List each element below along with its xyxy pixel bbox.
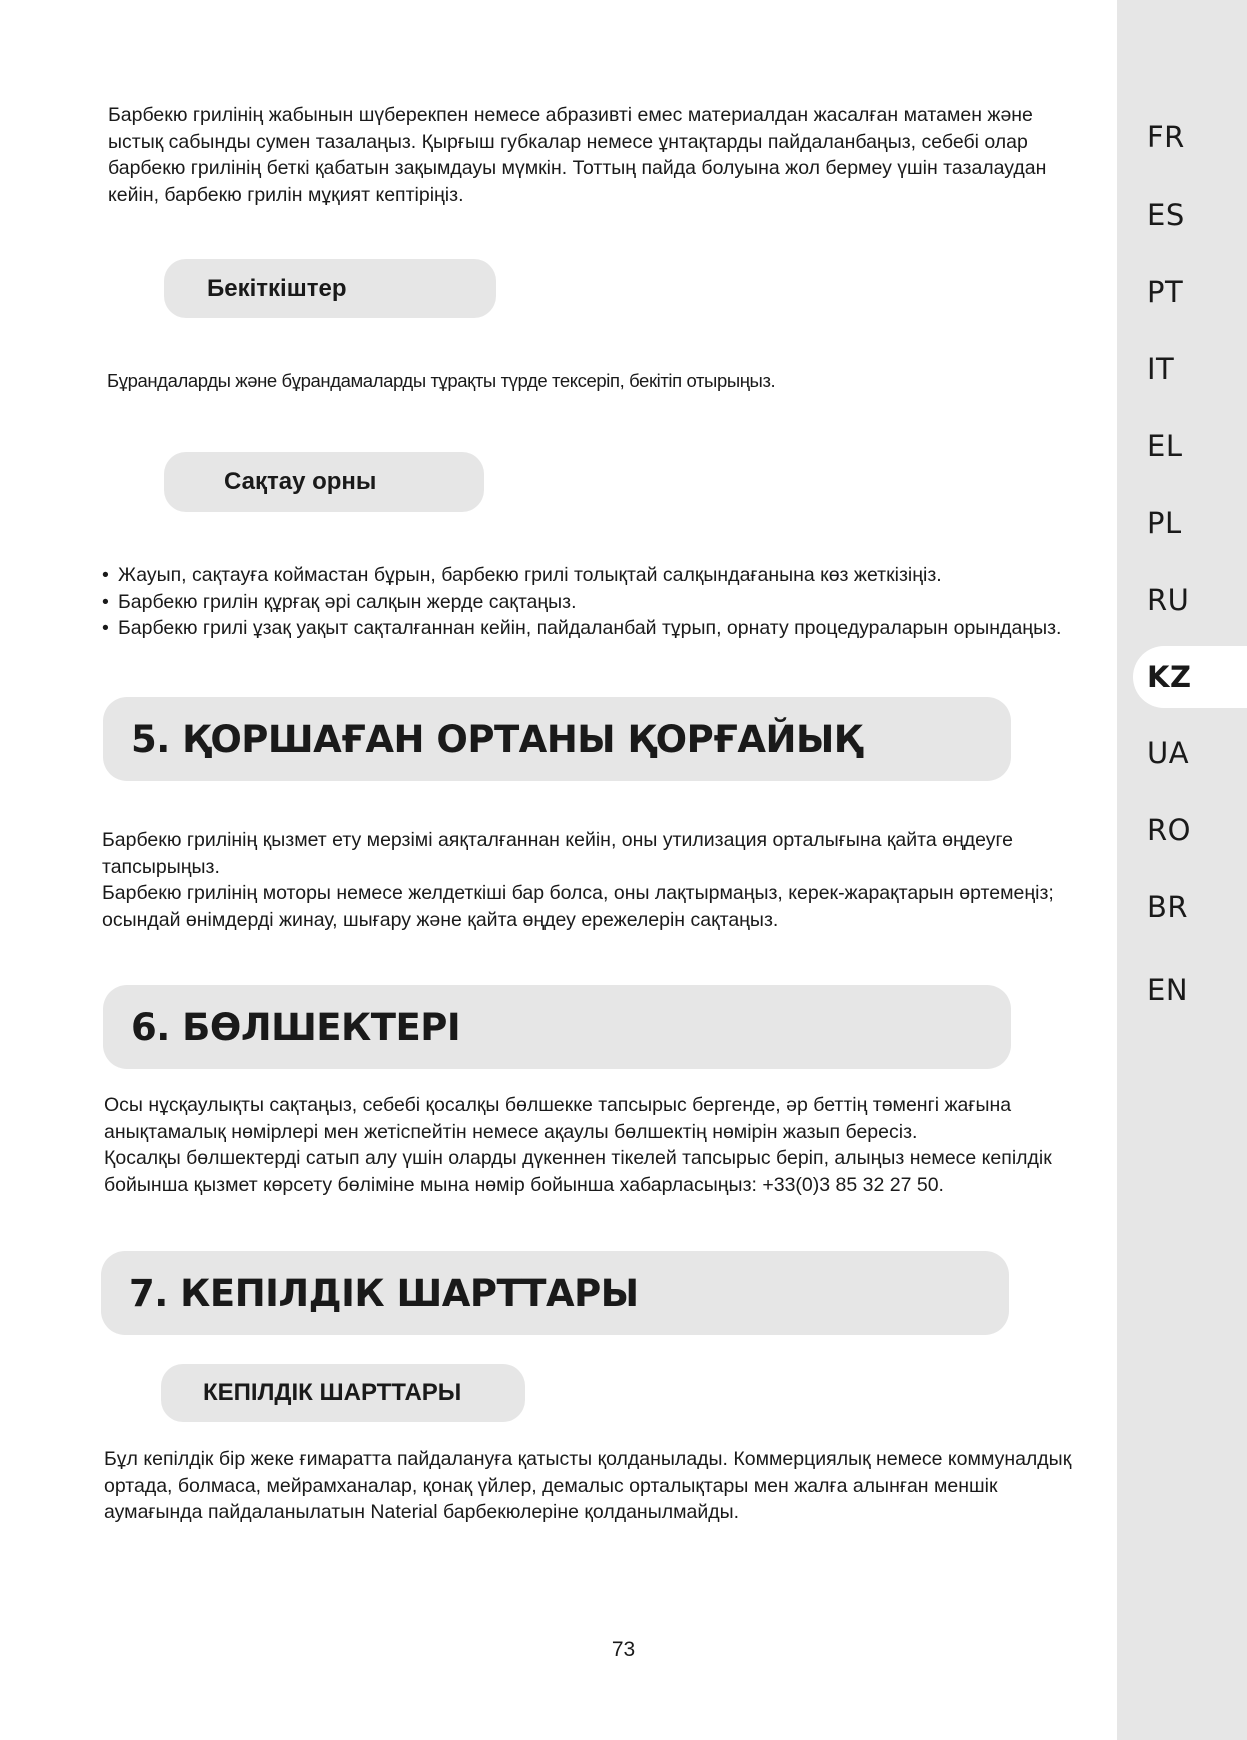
storage-list — [102, 562, 1092, 642]
lang-tab-br[interactable]: BR — [1147, 890, 1189, 924]
lang-tab-pl[interactable]: PL — [1147, 506, 1182, 540]
lang-tab-ua[interactable]: UA — [1147, 736, 1190, 770]
lang-tab-ru[interactable]: RU — [1147, 583, 1190, 617]
fasteners-text: Бұрандаларды және бұрандамаларды тұрақты түрде тексеріп, бекітіп отырыңыз. — [107, 370, 776, 391]
section-6-paragraph-1: Осы нұсқаулықты сақтаңыз, себебі қосалқы бөлшекке тапсырыс бергенде, әр беттің төменгі жағына анықтамалық нөмірлері мен жетіспейтін немесе ақаулы бөлшектің нөмірін жазып бересіз. — [104, 1094, 1012, 1143]
lang-tab-es[interactable]: ES — [1147, 198, 1185, 232]
lang-tab-en[interactable]: EN — [1147, 973, 1189, 1007]
warranty-text: Бұл кепілдік бір жеке ғимаратта пайдалануға қатысты қолданылады. Коммерциялық немесе коммуналдық ортада, болмаса, мейрамханалар, қонақ үйлер, демалыс орталықтары мен жалға алынған меншік аумағында пайдаланылатын Naterial барбекюлеріне қолданылмайды. — [104, 1448, 1072, 1523]
list-item: • Барбекю грилін құрғақ әрі салқын жерде сақтаңыз. — [102, 589, 1092, 616]
section-5-paragraph-1: Барбекю грилінің қызмет ету мерзімі аяқталғаннан кейін, оны утилизация орталығына қайта өңдеуге тапсырыңыз. — [102, 829, 1014, 878]
page-number: 73 — [611, 1638, 636, 1661]
section-5-heading: 5. ҚОРШАҒАН ОРТАНЫ ҚОРҒАЙЫҚ — [103, 697, 1011, 781]
section-7-heading: 7. КЕПІЛДІК ШАРТТАРЫ — [101, 1251, 1009, 1335]
lang-tab-pt[interactable]: PT — [1147, 275, 1184, 309]
section-6-heading: 6. БӨЛШЕКТЕРІ — [103, 985, 1011, 1069]
warranty-subheading: КЕПІЛДІК ШАРТТАРЫ — [161, 1364, 525, 1422]
section-5-body — [102, 827, 1092, 933]
list-item: • Жауып, сақтауға коймастан бұрын, барбекю грилі толықтай салқындағанына көз жеткізіңіз. — [102, 562, 1092, 589]
fasteners-heading: Бекіткіштер — [164, 259, 496, 318]
lang-tab-fr[interactable]: FR — [1147, 120, 1185, 154]
cleaning-text: Барбекю грилінің жабынын шүберекпен немесе абразивті емес материалдан жасалған матамен және ыстық сабынды сумен тазалаңыз. Қырғыш губкалар немесе ұнтақтарды пайдаланбаңыз, себебі олар барбекю грилінің беткі қабатын зақымдауы мүмкін. Тоттың пайда болуына жол бермеу үшін тазалаудан кейін, барбекю грилін мұқият кептіріңіз. — [108, 104, 1047, 206]
lang-tab-ro[interactable]: RO — [1147, 813, 1191, 847]
language-sidebar — [1117, 0, 1247, 1740]
section-5-paragraph-2: Барбекю грилінің моторы немесе желдеткіші бар болса, оны лақтырмаңыз, керек-жарақтарын өртемеңіз; осындай өнімдерді жинау, шығару және қайта өңдеу ережелерін сақтаңыз. — [102, 882, 1054, 931]
lang-tab-kz-active[interactable]: KZ — [1133, 646, 1247, 708]
section-6-body — [104, 1092, 1094, 1198]
section-6-paragraph-2: Қосалқы бөлшектерді сатып алу үшін оларды дүкеннен тікелей тапсырыс беріп, алыңыз немесе кепілдік бойынша қызмет көрсету бөліміне мына нөмір бойынша хабарласыңыз: +33(0)3 85 32 27 50. — [104, 1147, 1052, 1196]
cleaning-paragraph — [108, 102, 1088, 208]
list-item: • Барбекю грилі ұзақ уақыт сақталғаннан кейін, пайдаланбай тұрып, орнату процедураларын орындаңыз. — [102, 615, 1092, 642]
lang-tab-it[interactable]: IT — [1147, 352, 1175, 386]
lang-tab-el[interactable]: EL — [1147, 429, 1183, 463]
storage-heading: Сақтау орны — [164, 452, 484, 512]
